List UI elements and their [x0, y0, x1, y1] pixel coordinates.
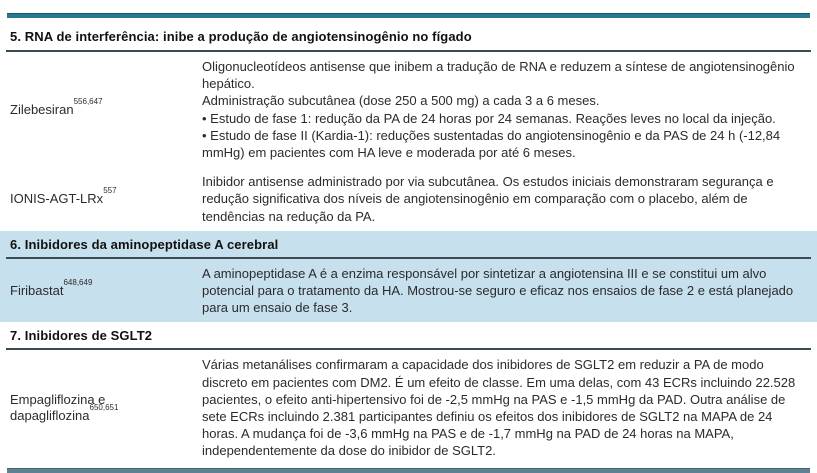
- section-6-title: 6. Inibidores da aminopeptidase A cerebral: [10, 236, 279, 252]
- drug-name: Firibastat: [10, 282, 64, 298]
- section-5-title: 5. RNA de interferência: inibe a produção de angiotensinogênio no fígado: [10, 29, 472, 44]
- drug-name-cell: [0, 186, 202, 207]
- drug-name-cell: [0, 96, 202, 118]
- description-bullet: • Estudo de fase 1: redução da PA de 24 horas por 24 semanas. Reações leves no local da injeção.: [202, 110, 776, 126]
- description-paragraph: A aminopeptidase A é a enzima responsável por sintetizar a angiotensina III e se constitui um alvo potencial para o tratamento da HA. Mostrou-se seguro e eficaz nos ensaios de fase 2 e está planejado para um ensaio de fase 3.: [202, 265, 794, 316]
- drug-description-cell: [202, 356, 817, 459]
- description-paragraph: Inibidor antisense administrado por via subcutânea. Os estudos iniciais demonstraram segurança e redução significativa dos níveis de angiotensinogênio em comparação com o placebo, além de tendências na redução da PA.: [202, 174, 774, 224]
- description-paragraph: Várias metanálises confirmaram a capacidade dos inibidores de SGLT2 em reduzir a PA de modo discreto em pacientes com DM2. É um efeito de classe. Em uma delas, com 43 ECRs incluindo 22.528 pacientes, o efeito anti-hipertensivo foi de -2,5 mmHg na PAS e -1,5 mmHg da PAD. Outra análise de sete ECRs incluindo 2.381 participantes definiu os efeitos dos inibidores de SGLT2 na MAPA de 24 horas. A mudança foi de -3,6 mmHg na PAS e de -1,7 mmHg na PAD de 24 horas na MAPA, independentemente da dose do inibidor de SGLT2.: [202, 357, 796, 459]
- drug-description-cell: [202, 265, 817, 317]
- bottom-rule: [7, 468, 810, 473]
- description-bullet: • Estudo de fase II (Kardia-1): reduções sustentadas do angiotensinogênio e da PAS de 24 h (-12,84 mmHg) em pacientes com HA leve e moderada por até 6 meses.: [202, 127, 781, 161]
- drug-name-cell: [0, 392, 202, 424]
- reference-superscript: 650,651: [89, 403, 119, 413]
- description-paragraph: Oligonucleotídeos antisense que inibem a tradução de RNA e reduzem a síntese de angiotensinogênio hepático.: [202, 59, 795, 92]
- section-rna-interferencia: [0, 18, 817, 231]
- table-row-empagliflozina-dapagliflozina: [0, 350, 817, 465]
- drug-name-cell: [0, 277, 202, 299]
- section-aminopeptidase: [0, 231, 817, 323]
- reference-superscript: 648,649: [63, 277, 93, 287]
- description-paragraph: Administração subcutânea (dose 250 a 500 mg) a cada 3 a 6 meses.: [202, 93, 600, 109]
- section-6-header: [0, 231, 817, 257]
- drug-description-cell: [202, 58, 817, 161]
- drug-name: Zilebesiran: [10, 101, 74, 117]
- section-7-header: [0, 322, 817, 348]
- reference-superscript: 557: [103, 186, 117, 196]
- drug-name: IONIS-AGT-LRx: [10, 191, 104, 207]
- drug-description-cell: [202, 173, 817, 225]
- section-5-header: [0, 18, 817, 50]
- reference-superscript: 556,647: [73, 96, 103, 106]
- section-7-title: 7. Inibidores de SGLT2: [10, 328, 153, 344]
- section-sglt2: [0, 322, 817, 465]
- drug-name: Empagliflozina e dapagliflozina: [10, 392, 106, 424]
- table-row-firibastat: [0, 259, 817, 323]
- table-row-zilebesiran: [0, 52, 817, 167]
- table-row-ionis-agt-lrx: [0, 167, 817, 231]
